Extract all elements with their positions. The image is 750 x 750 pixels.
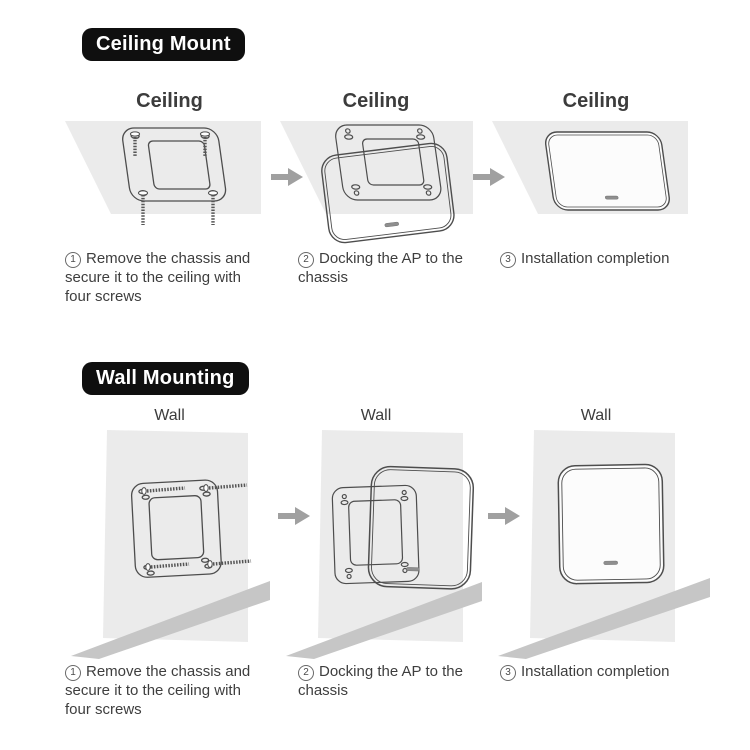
ceiling-step1-figure-chassis-screwed xyxy=(55,115,270,247)
ceiling-surface-label: Ceiling xyxy=(342,90,410,112)
access-point-outline xyxy=(544,132,671,210)
step-number-badge: 3 xyxy=(500,252,516,268)
arrow-right-icon xyxy=(472,166,506,188)
step-caption-text: Remove the chassis and secure it to the ceiling with four screws xyxy=(65,250,251,305)
step-caption xyxy=(55,662,270,719)
wall-step-3 xyxy=(482,406,710,719)
ceiling-surface-label: Ceiling xyxy=(562,90,630,112)
wall-step1-figure-chassis-screwed xyxy=(55,428,270,660)
step-caption-text: Remove the chassis and secure it to the ceiling with four screws xyxy=(65,663,251,718)
step-caption-text: Docking the AP to the chassis xyxy=(298,663,463,699)
wall-steps-row xyxy=(0,406,750,719)
ceiling-surface-label: Ceiling xyxy=(136,90,203,112)
wall-step-1 xyxy=(55,406,270,719)
ceiling-step-3 xyxy=(482,89,710,306)
led-indicator xyxy=(385,222,399,227)
wall-step-2 xyxy=(270,406,482,719)
step-caption xyxy=(55,249,270,306)
step-caption xyxy=(482,662,710,681)
ceiling-mount-title-badge: Ceiling Mount xyxy=(82,28,245,61)
ceiling-mount-section xyxy=(0,28,750,306)
wall-step2-figure-ap-docking xyxy=(270,428,482,660)
step-number-badge: 2 xyxy=(298,252,314,268)
wall-surface-label: Wall xyxy=(154,407,185,424)
step-caption-text: Docking the AP to the chassis xyxy=(298,250,463,286)
step-caption xyxy=(482,249,710,268)
led-indicator xyxy=(604,561,618,565)
step-caption xyxy=(270,249,482,287)
step-caption-text: Installation completion xyxy=(521,663,670,680)
wall-step3-figure-installed xyxy=(482,428,710,660)
wall-mounting-section xyxy=(0,362,750,719)
step-number-badge: 1 xyxy=(65,665,81,681)
wall-mounting-title-badge: Wall Mounting xyxy=(82,362,249,395)
arrow-right-icon xyxy=(270,166,304,188)
ceiling-step3-figure-installed xyxy=(482,115,710,247)
led-indicator xyxy=(406,567,419,571)
ceiling-step-1 xyxy=(55,89,270,306)
ceiling-panel-shape xyxy=(65,121,261,214)
step-number-badge: 2 xyxy=(298,665,314,681)
step-caption xyxy=(270,662,482,700)
step-caption-text: Installation completion xyxy=(521,250,670,267)
access-point-outline xyxy=(558,464,664,584)
led-indicator xyxy=(605,196,618,199)
step-number-badge: 3 xyxy=(500,665,516,681)
arrow-right-icon xyxy=(487,505,521,527)
ceiling-steps-row xyxy=(0,89,750,306)
arrow-right-icon xyxy=(277,505,311,527)
step-number-badge: 1 xyxy=(65,252,81,268)
ceiling-step-2 xyxy=(270,89,482,306)
wall-surface-label: Wall xyxy=(580,407,612,424)
wall-surface-label: Wall xyxy=(360,407,392,424)
